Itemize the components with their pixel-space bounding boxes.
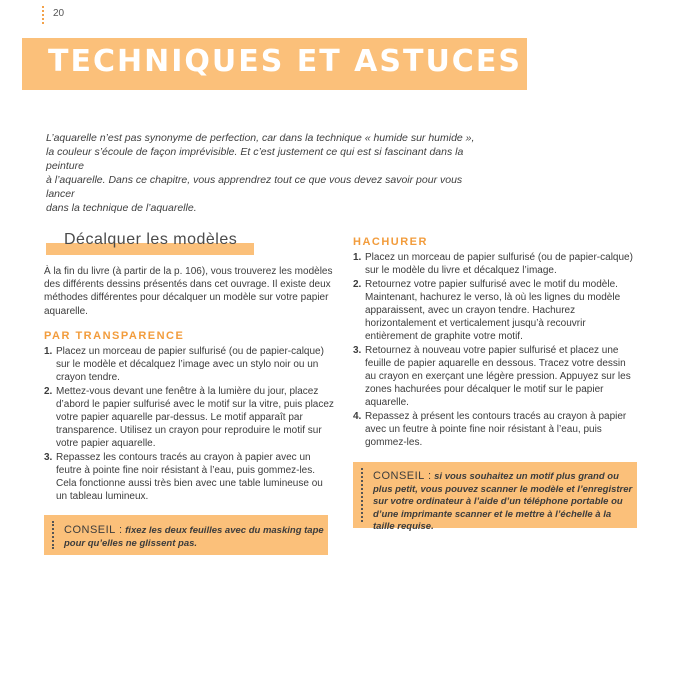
intro-line: la couleur s’écoule de façon imprévisible. Et c’est justement ce qui est si fascinant dans la peinture bbox=[46, 146, 464, 172]
list-item bbox=[44, 451, 334, 504]
step-number: 2. bbox=[44, 385, 53, 397]
step-text: Retournez votre papier sulfurisé avec le motif du modèle. Maintenant, hachurez le verso, là où les lignes du modèle apparaissent, avec un crayon tendre. Hachurez horizontalement et verticalement jusqu’à recouvrir entièrement de graphite votre motif. bbox=[365, 278, 621, 343]
step-text: Retournez à nouveau votre papier sulfurisé et placez une feuille de papier aquarelle en dessous. Tracez votre dessin au crayon en exerçant une légère pression. Appuyez sur les zones hachurées pour décalquer le motif sur le papier aquarelle. bbox=[365, 344, 631, 409]
list-item bbox=[44, 345, 334, 385]
tip-box-left bbox=[44, 515, 328, 555]
tip-content bbox=[64, 524, 324, 550]
section-heading: Décalquer les modèles bbox=[64, 231, 238, 248]
list-item bbox=[353, 410, 633, 450]
intro-line: à l’aquarelle. Dans ce chapitre, vous apprendrez tout ce que vous devez savoir pour vous lancer bbox=[46, 174, 463, 200]
tip-text: si vous souhaitez un motif plus grand ou plus petit, vous pouvez scanner le modèle et l’enregistrer sur votre ordinateur à l’aide d’un téléphone portable ou d’une imprimante scanner et le mettre à l’échelle à la taille requise. bbox=[373, 471, 633, 533]
tip-label: CONSEIL : bbox=[373, 470, 432, 482]
tip-dots bbox=[361, 468, 363, 522]
tip-content bbox=[373, 470, 635, 534]
page-number-dots bbox=[42, 6, 46, 24]
intro-paragraph bbox=[46, 131, 486, 215]
tip-label: CONSEIL : bbox=[64, 524, 123, 536]
list-item bbox=[353, 344, 633, 410]
step-number: 3. bbox=[353, 344, 362, 356]
left-intro: À la fin du livre (à partir de la p. 106), vous trouverez les modèles des différents dessins présentés dans cet ouvrage. Il existe deux méthodes différentes pour décalquer un modèle sur votre papier aquarelle. bbox=[44, 266, 333, 317]
hachurer-steps bbox=[353, 251, 633, 449]
tip-dots bbox=[52, 521, 54, 549]
transparence-steps bbox=[44, 345, 334, 503]
step-number: 1. bbox=[353, 252, 362, 264]
step-text: Repassez à présent les contours tracés au crayon à papier avec un feutre à pointe fine noir résistant à l’eau, puis gommez-les. bbox=[365, 410, 627, 449]
intro-line: dans la technique de l’aquarelle. bbox=[46, 202, 197, 214]
subheading-transparence: PAR TRANSPARENCE bbox=[44, 329, 185, 342]
step-text: Mettez-vous devant une fenêtre à la lumière du jour, placez d’abord le papier sulfurisé avec le motif sur la vitre, puis placez votre papier aquarelle par-dessus. Le motif apparaît par transparence. Utilisez un crayon pour reproduire le motif sur votre papier aquarelle. bbox=[56, 385, 334, 450]
step-number: 2. bbox=[353, 278, 362, 290]
subheading-hachurer: HACHURER bbox=[353, 236, 428, 248]
list-item bbox=[353, 251, 633, 277]
step-number: 1. bbox=[44, 346, 53, 358]
right-column bbox=[353, 236, 633, 449]
intro-line: L’aquarelle n’est pas synonyme de perfection, car dans la technique « humide sur humide », bbox=[46, 132, 475, 144]
step-number: 4. bbox=[353, 410, 362, 422]
step-text: Repassez les contours tracés au crayon à papier avec un feutre à pointe fine noir résistant à l’eau, puis gommez-les. Cela fonctionne aussi très bien avec une table lumineuse ou un tableau lumineux. bbox=[56, 451, 323, 503]
tip-box-right bbox=[353, 462, 637, 533]
page-title: TECHNIQUES ET ASTUCES bbox=[48, 44, 522, 79]
left-column bbox=[44, 265, 334, 503]
step-number: 3. bbox=[44, 451, 53, 463]
page-number: 20 bbox=[53, 8, 65, 19]
list-item bbox=[44, 385, 334, 451]
tip-text: fixez les deux feuilles avec du masking tape pour qu’elles ne glissent pas. bbox=[64, 525, 324, 549]
step-text: Placez un morceau de papier sulfurisé (ou de papier-calque) sur le modèle du livre et décalquez l’image. bbox=[365, 252, 633, 277]
list-item bbox=[353, 278, 633, 344]
step-text: Placez un morceau de papier sulfurisé (ou de papier-calque) sur le modèle et décalquez l’image avec un stylo noir ou un crayon tendre. bbox=[56, 346, 324, 384]
